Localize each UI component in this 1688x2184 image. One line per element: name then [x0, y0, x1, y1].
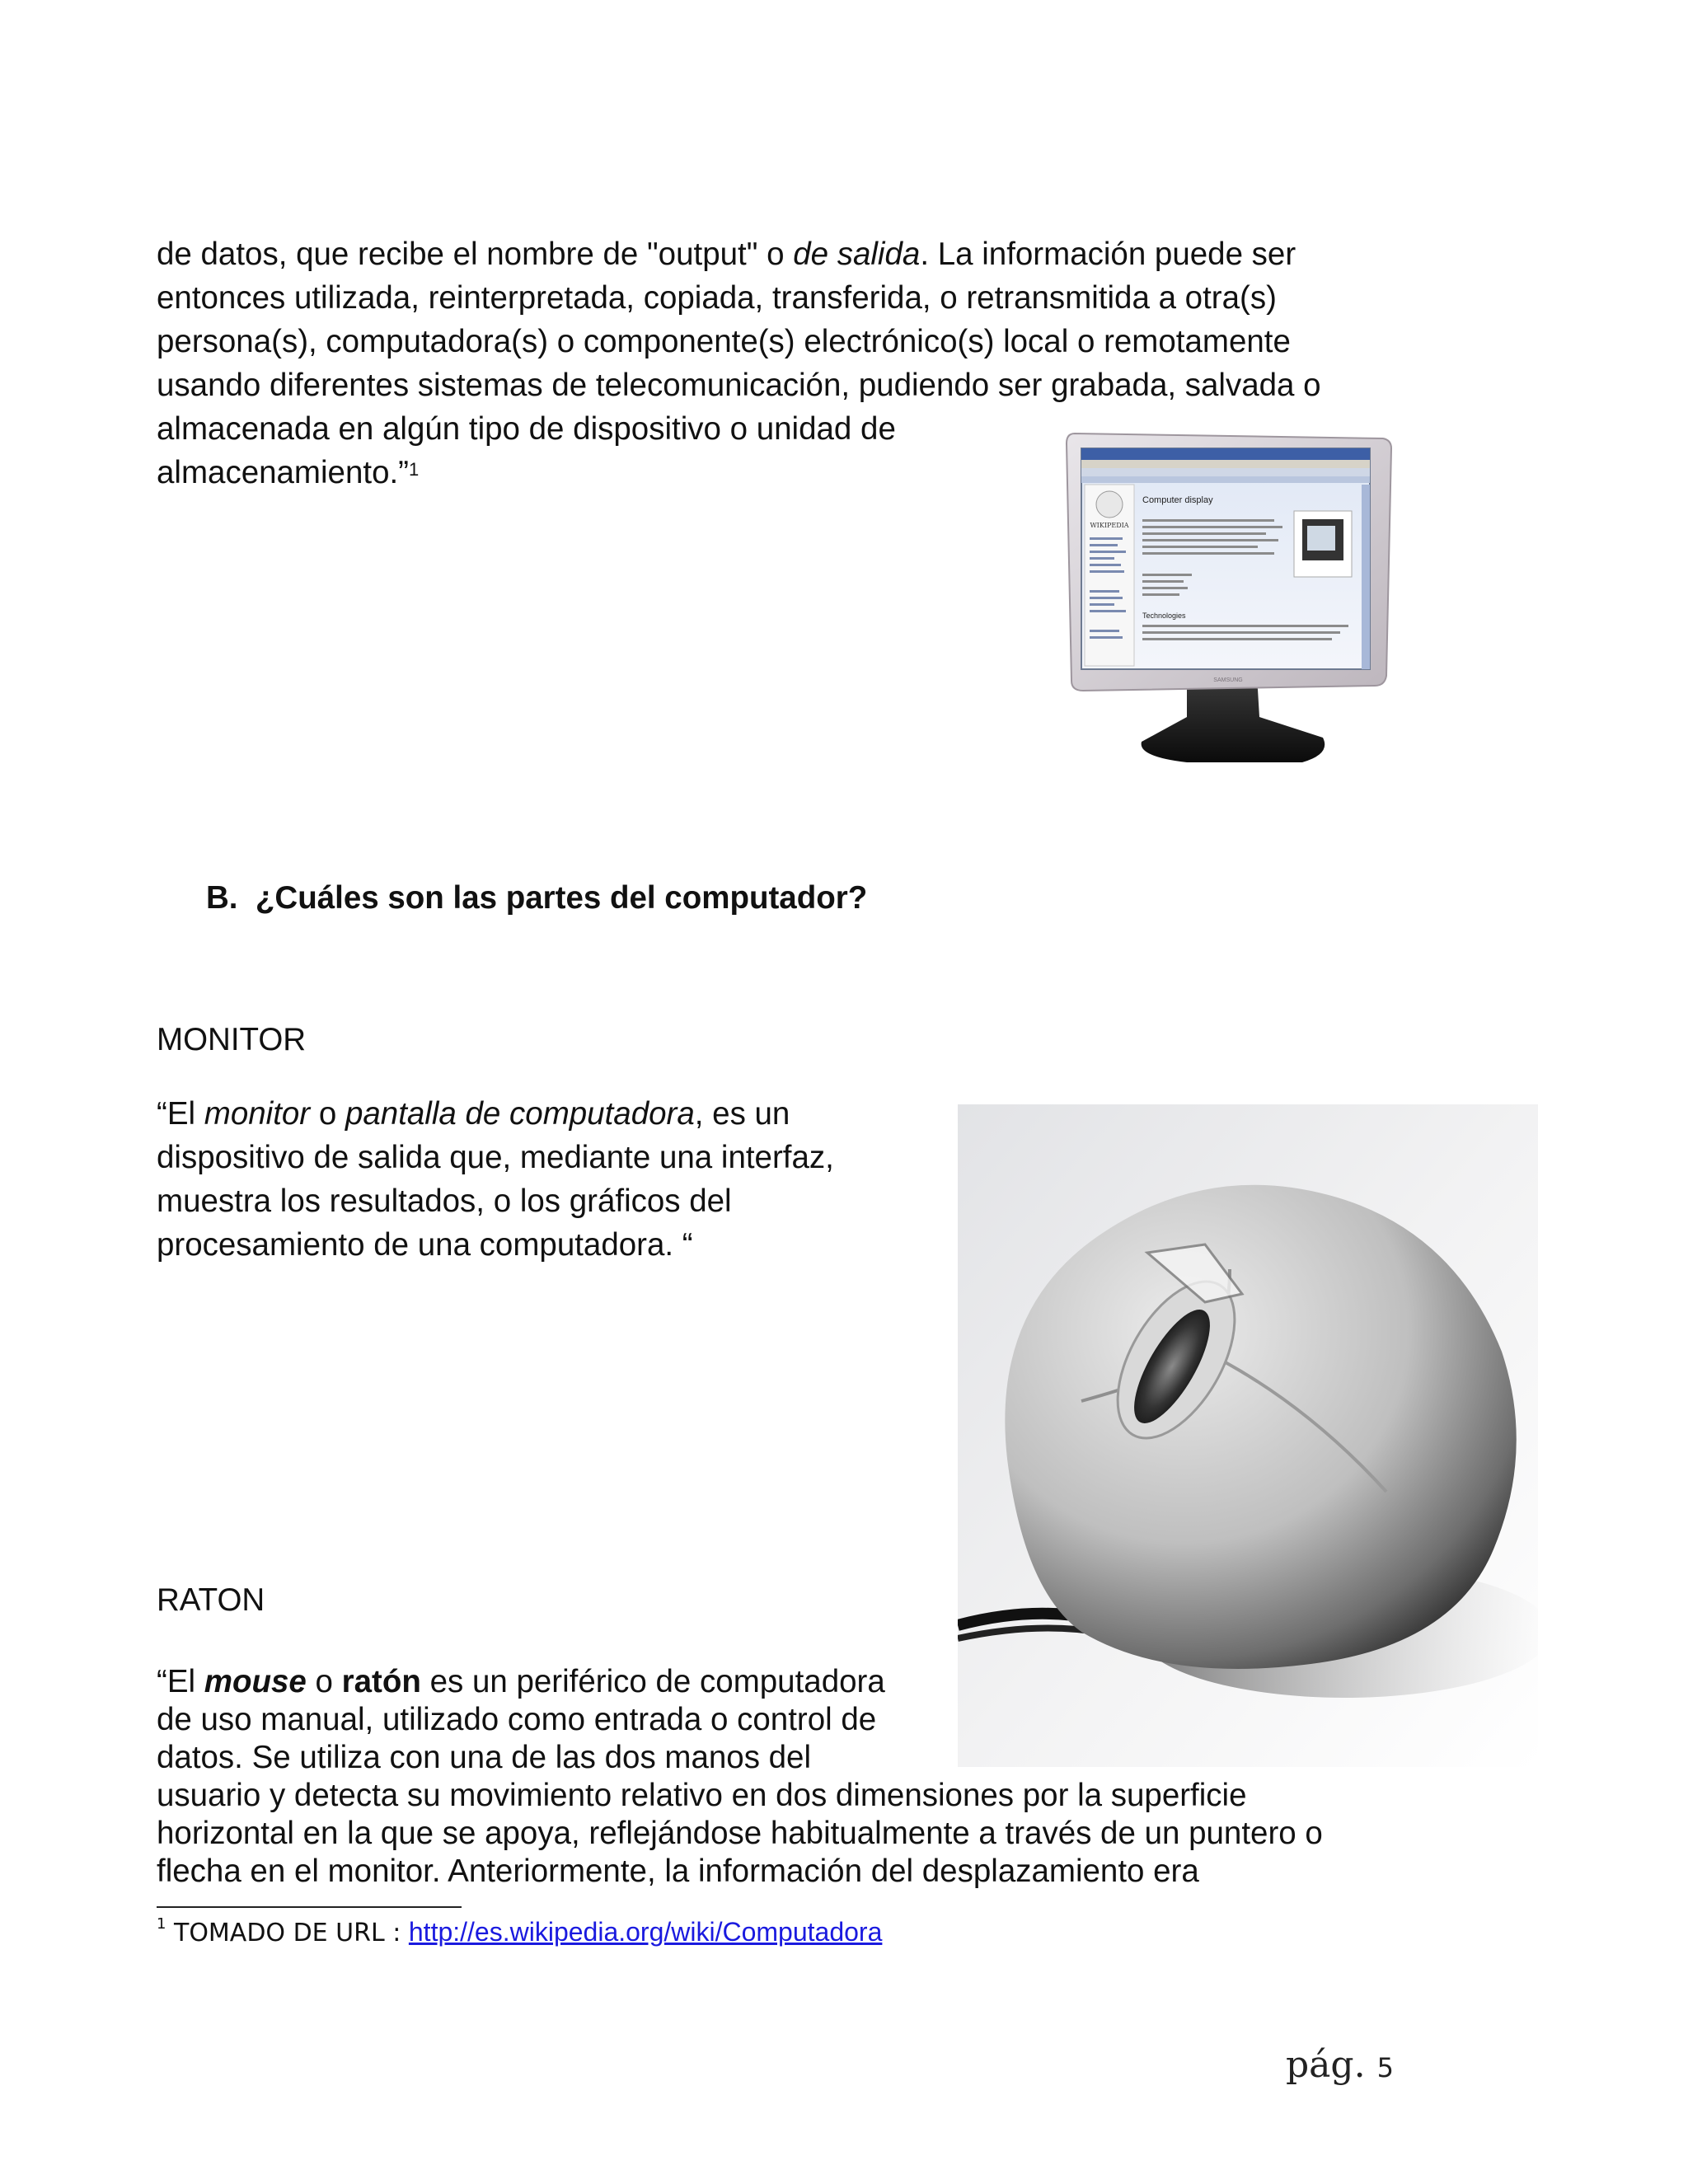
italic-term: de salida [793, 237, 921, 272]
text-run: almacenamiento.” [157, 455, 410, 490]
text-run: o [306, 1664, 342, 1699]
para1-line-1 [157, 232, 1321, 276]
monitor-section-title: MONITOR [157, 1022, 307, 1057]
footnote-prefix: TOMADO DE URL : [166, 1919, 409, 1947]
monitor-brand-text: SAMSUNG [1213, 677, 1243, 683]
raton-line-6: flecha en el monitor. Anteriormente, la información del desplazamiento era [157, 1854, 1199, 1889]
bold-italic-term: mouse [204, 1664, 307, 1699]
text-run: . La información puede ser [920, 237, 1296, 272]
footnote-link[interactable]: http://es.wikipedia.org/wiki/Computadora [408, 1917, 883, 1947]
text-run: de datos, que recibe el nombre de "output" o [157, 237, 794, 272]
monitor-line-2: dispositivo de salida que, mediante una interfaz, [157, 1140, 834, 1175]
monitor-line-1 [157, 1092, 834, 1136]
raton-section-title: RATON [157, 1582, 265, 1618]
para1-line-5: almacenada en algún tipo de dispositivo o unidad de [157, 411, 896, 447]
page-number [1286, 2044, 1394, 2086]
text-run: “El [157, 1664, 204, 1699]
text-run: , es un [694, 1096, 790, 1132]
text-run: “El [157, 1096, 204, 1132]
footnote-reference[interactable]: 1 [409, 459, 420, 480]
page-number-label: pág. [1286, 2044, 1366, 2086]
paragraph-monitor [157, 1092, 834, 1267]
monitor-image [1063, 429, 1393, 783]
footnote-number: 1 [157, 1915, 166, 1933]
para1-line-3: persona(s), computadora(s) o componente(s) electrónico(s) local o remotamente [157, 324, 1291, 359]
wikipedia-logo-text: WIKIPEDIA [1090, 522, 1129, 529]
screen-subheading: Technologies [1142, 612, 1186, 620]
bold-term: ratón [341, 1664, 421, 1699]
raton-line-2: de uso manual, utilizado como entrada o control de [157, 1702, 877, 1737]
text-run: es un periférico de computadora [420, 1664, 885, 1699]
monitor-line-4: procesamiento de una computadora. “ [157, 1227, 693, 1263]
raton-line-4: usuario y detecta su movimiento relativo en dos dimensiones por la superficie [157, 1778, 1247, 1813]
paragraph-raton [157, 1663, 1323, 1891]
para1-line-4: usando diferentes sistemas de telecomunicación, pudiendo ser grabada, salvada o [157, 368, 1321, 403]
text-run: o [310, 1096, 345, 1132]
para1-line-2: entonces utilizada, reinterpretada, copiada, transferida, o retransmitida a otra(s) [157, 280, 1277, 316]
raton-line-5: horizontal en la que se apoya, reflejándose habitualmente a través de un puntero o [157, 1816, 1323, 1851]
page-number-value: 5 [1376, 2052, 1394, 2083]
footnote-divider [157, 1906, 462, 1908]
footnote [157, 1917, 1063, 1947]
monitor-line-3: muestra los resultados, o los gráficos del [157, 1183, 732, 1219]
raton-line-1 [157, 1663, 1323, 1701]
italic-term: monitor [204, 1096, 311, 1132]
screen-heading: Computer display [1142, 495, 1213, 505]
italic-term: pantalla de computadora [345, 1096, 695, 1132]
section-heading: B. ¿Cuáles son las partes del computador? [206, 880, 868, 916]
raton-line-3: datos. Se utiliza con una de las dos manos del [157, 1740, 812, 1775]
